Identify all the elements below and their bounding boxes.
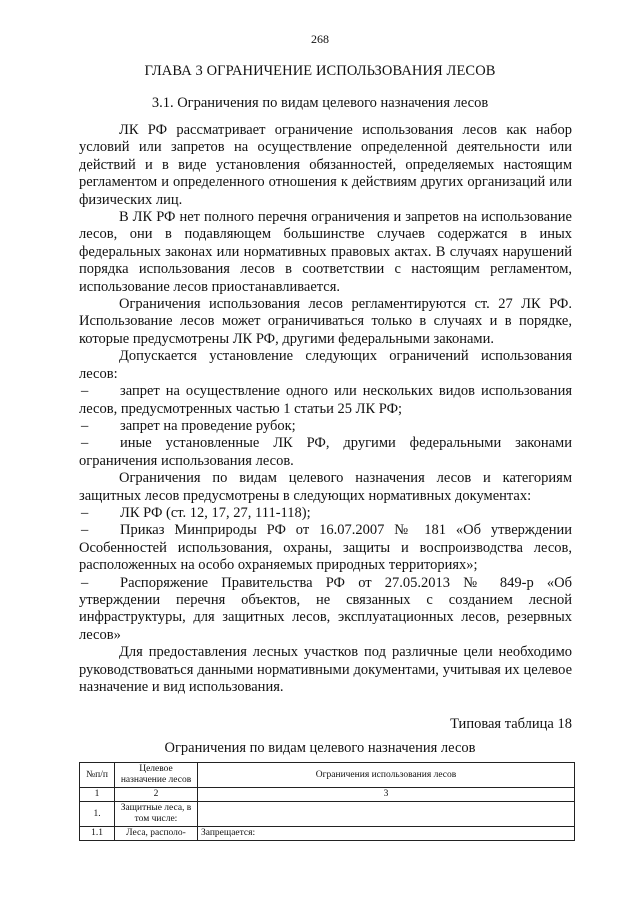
table-row xyxy=(80,802,575,827)
column-number: 3 xyxy=(198,788,575,802)
table-title: Ограничения по видам целевого назначения лесов xyxy=(164,740,476,756)
list-item xyxy=(79,418,572,435)
row-purpose: Леса, располо- xyxy=(115,827,198,841)
row-num: 1.1 xyxy=(80,827,115,841)
bullet-dash: – xyxy=(81,574,89,591)
table-label: Типовая таблица 18 xyxy=(450,716,572,732)
bullet-dash: – xyxy=(81,504,89,521)
list-item-text: ЛК РФ (ст. 12, 17, 27, 111-118); xyxy=(120,504,311,521)
limits-table xyxy=(79,762,575,841)
row-purpose: Защитные леса, в том числе: xyxy=(115,802,198,827)
header-limits: Ограничения использования лесов xyxy=(198,763,575,788)
header-purpose: Целевое назначение лесов xyxy=(115,763,198,788)
column-number: 2 xyxy=(115,788,198,802)
row-limits: Запрещается: xyxy=(198,827,575,841)
paragraph: Ограничения использования лесов регламентируются ст. 27 ЛК РФ. Использование лесов может ограничиваться только в случаях и в порядке, которые предусмотрены ЛК РФ, другими федеральными законами. xyxy=(79,296,572,347)
list-item xyxy=(79,435,572,470)
table-column-numbers-row xyxy=(80,788,575,802)
section-title: 3.1. Ограничения по видам целевого назначения лесов xyxy=(151,95,489,111)
paragraph: Ограничения по видам целевого назначения лесов и категориям защитных лесов предусмотрены в следующих нормативных документах: xyxy=(79,470,572,504)
paragraph: Для предоставления лесных участков под различные цели необходимо руководствоваться данными нормативными документами, учитывая их целевое назначение и вид использования. xyxy=(79,644,572,695)
row-limits xyxy=(198,802,575,827)
list-item xyxy=(79,522,572,574)
chapter-title: ГЛАВА 3 ОГРАНИЧЕНИЕ ИСПОЛЬЗОВАНИЯ ЛЕСОВ xyxy=(144,63,496,79)
bullet-dash: – xyxy=(81,522,89,539)
paragraph: В ЛК РФ нет полного перечня ограничения и запретов на использование лесов, они в подавляющем большинстве случаев содержатся в иных федеральных законах или нормативных правовых актах. В случаях нарушений порядка использования лесов в соответствии с настоящим регламентом, использование лесов приостанавливается. xyxy=(79,209,572,295)
table-header-row xyxy=(80,763,575,788)
list-item xyxy=(79,505,572,522)
list-item-text: запрет на проведение рубок; xyxy=(120,417,296,434)
column-number: 1 xyxy=(80,788,115,802)
list-item-text: запрет на осуществление одного или нескольких видов использования лесов, предусмотренных частью 1 статьи 25 ЛК РФ; xyxy=(79,383,572,417)
list-item-text: иные установленные ЛК РФ, другими федеральными законами ограничения использования лесов. xyxy=(79,435,572,469)
header-num: №п/п xyxy=(80,763,115,788)
row-num: 1. xyxy=(80,802,115,827)
list-item xyxy=(79,383,572,418)
list-item-text: Приказ Минприроды РФ от 16.07.2007 № 181 «Об утверждении Особенностей использования, охраны, защиты и воспроизводства лесов, расположенных на особо охраняемых природных территориях»; xyxy=(79,522,572,574)
bullet-dash: – xyxy=(81,383,89,400)
page-number: 268 xyxy=(311,32,329,46)
paragraph: Допускается установление следующих ограничений использования лесов: xyxy=(79,348,572,382)
bullet-dash: – xyxy=(81,417,89,434)
list-item xyxy=(79,575,572,645)
paragraph: ЛК РФ рассматривает ограничение использования лесов как набор условий или запретов на осуществление определенной деятельности или действий и в виде установления обязанностей, определяемых настоящим регламентом и определенного отношения к действиям других организаций или физических лиц. xyxy=(79,122,572,208)
list-item-text: Распоряжение Правительства РФ от 27.05.2013 № 849-р «Об утверждении перечня объектов, не связанных с созданием лесной инфраструктуры, для защитных лесов, эксплуатационных лесов, резервных лесов» xyxy=(79,574,572,643)
body-text xyxy=(79,122,572,696)
table-row xyxy=(80,827,575,841)
bullet-dash: – xyxy=(81,435,89,452)
